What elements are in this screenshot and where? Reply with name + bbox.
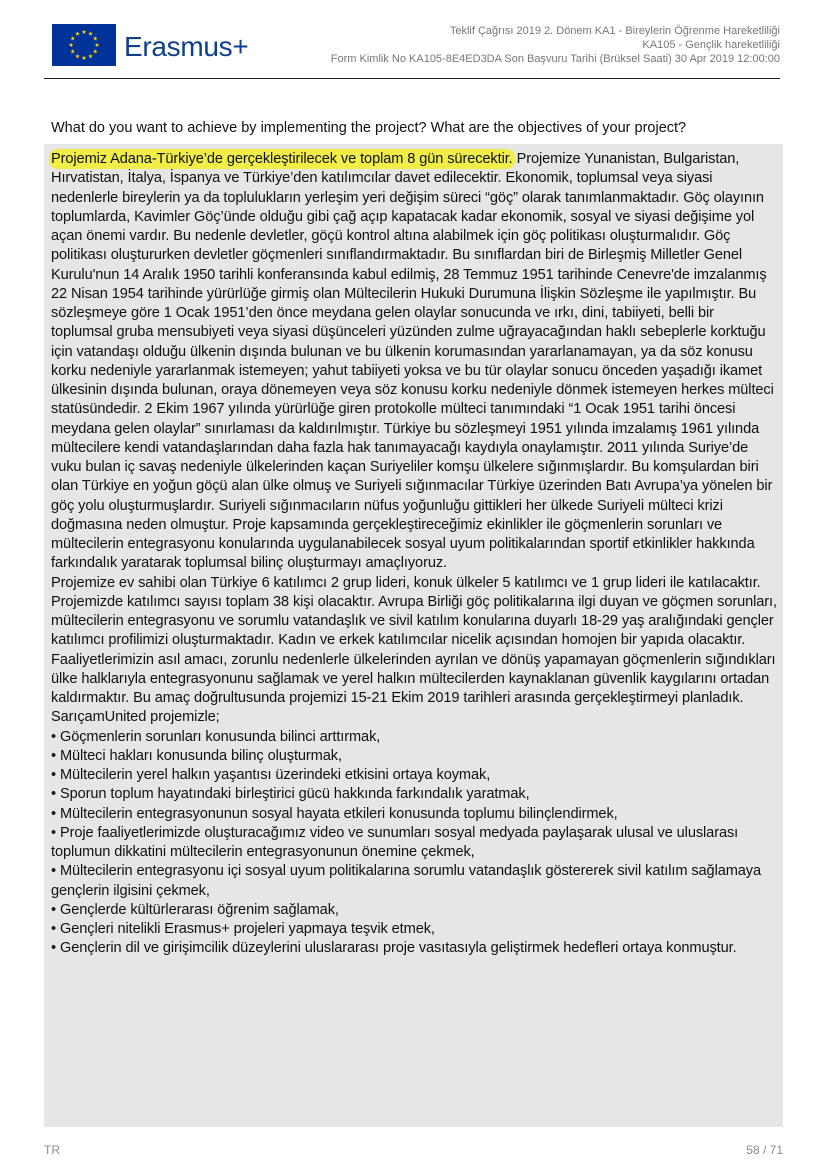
objective-item: • Mültecilerin entegrasyonu içi sosyal uyum politikalarına sorumlu vatandaşlık göstererek sivil katılım sağlamaya gençlerin ilgisini çekmek, xyxy=(51,863,762,899)
erasmus-plus-logo xyxy=(52,24,252,70)
objective-item: • Mültecilerin yerel halkın yaşantısı üzerindeki etkisini ortaya koymak, xyxy=(51,767,491,783)
objective-item: • Mülteci hakları konusunda bilinç oluşturmak, xyxy=(51,747,342,764)
objective-item: • Göçmenlerin sorunları konusunda bilinci arttırmak, xyxy=(51,728,381,745)
highlighted-sentence: Projemiz Adana-Türkiye’de gerçekleştirilecek ve toplam 8 gün sürecektir. xyxy=(51,151,513,167)
answer-text xyxy=(51,150,779,959)
eu-flag-graphic xyxy=(52,24,116,66)
key-action: KA105 - Gençlik hareketliliği xyxy=(642,39,780,51)
objective-item: • Proje faaliyetlerimizde oluşturacağımız video ve sunumları sosyal medyada paylaşarak ulusal ve uluslarası toplumun dikkatini mültecilerin entegrasyonunun önemine çekmek, xyxy=(51,824,739,860)
answer-paragraph xyxy=(51,150,779,574)
answer-paragraph: Projemize ev sahibi olan Türkiye 6 katılımcı 2 grup lideri, konuk ülkeler 5 katılımcı ve 1 grup lideri ile katılacaktır. Projemizde katılımcı sayısı toplam 38 kişi olacaktır. Avrupa Birliği göç politikalarına ilgi duyan ve göçmen sorunları, mültecilerin entegrasyonu ve sorumlu vatandaşlık ve sivil katılım konularına duyarlı 18-29 yaş aralığındaki gençler katılımcı profilimizi oluşturmaktadır. Kadın ve erkek katılımcılar nicelik açısından homojen bir yapıda olacaktır. xyxy=(51,574,777,649)
objective-item: • Gençlerde kültürlerarası öğrenim sağlamak, xyxy=(51,901,339,918)
question-heading: What do you want to achieve by implementing the project? What are the objectives of your project? xyxy=(51,120,687,136)
objective-item: • Gençlerin dil ve girişimcilik düzeylerini uluslararası proje vasıtasıyla geliştirmek hedefleri ortaya konmuştur. xyxy=(51,940,737,957)
brand-name: Erasmus+ xyxy=(124,31,249,62)
page-number: 58 / 71 xyxy=(746,1143,783,1157)
call-title: Teklif Çağrısı 2019 2. Dönem KA1 - Bireylerin Öğrenme Hareketliliği xyxy=(449,25,780,37)
objective-item: • Gençleri nitelikli Erasmus+ projeleri yapmaya teşvik etmek, xyxy=(51,921,435,937)
eu-flag-icon xyxy=(52,24,116,66)
call-details xyxy=(331,24,780,66)
objective-item: • Sporun toplum hayatındaki birleştirici gücü hakkında farkındalık yaratmak, xyxy=(51,786,530,803)
objectives-list xyxy=(51,728,779,959)
page-header xyxy=(44,18,780,79)
answer-paragraph: Faaliyetlerimizin asıl amacı, zorunlu nedenlerle ülkelerinden ayrılan ve dönüş yapamayan göçmenlerin sığındıkları ülke halklarıyla entegrasyonunu sağlamak ve yerel halkın mültecilerden kaynaklanan güvenlik kaygılarını ortadan kaldırmaktır. Bu amaç doğrultusunda projemizi 15-21 Ekim 2019 tarihleri arasında gerçekleştirmeyi planladık. xyxy=(51,651,776,706)
objectives-intro: SarıçamUnited projemizle; xyxy=(51,709,220,726)
footer-language: TR xyxy=(44,1143,60,1157)
answer-box xyxy=(44,144,783,1127)
paragraph-text: Projemize Yunanistan, Bulgaristan, Hırvatistan, İtalya, İspanya ve Türkiye’den katılımcılar davet edilecektir. Ekonomik, toplumsal veya siyasi nedenlerle bireylerin ya da toplulukların yerleşim yeri değişim süreci “göç” olarak tanımlanmaktadır. Göç olayının toplumlarda, Kavimler Göç’ünde olduğu gibi çağ açıp kapatacak kadar ekonomik, sosyal ve siyasi değişime yol açan önemi vardır. Bu nedenle devletler, göçü kontrol altına alabilmek için göç politikası oluşturmalıdır. Göç politikası oluştururken devletler göçmenleri sınıflandırmaktadır. Bu sınıflardan biri de Birleşmiş Milletler Genel Kurulu'nun 14 Aralık 1950 tarihli konferansında kabul edilmiş, 28 Temmuz 1951 tarihinde Cenevre'de imzalanmış 22 Nisan 1954 tarihinde yürürlüğe girmiş olan Mültecilerin Hukuki Durumuna İlişkin Sözleşme ile yapılmıştır. Bu sözleşmeye göre 1 Ocak 1951’den önce meydana gelen olaylar sonucunda ve ırkı, dini, tabiiyeti, belli bir toplumsal gruba mensubiyeti veya siyasi düşünceleri yüzünden zulme uğrayacağından haklı sebeplerle korktuğu için vatandaşı olduğu ülkenin dışında bulunan ve bu ülkenin korumasından yararlanamayan, ya da söz konusu korku nedeniyle yararlanmak istemeyen; yahut tabiiyeti yoksa ve bu tür olaylar sonucu önceden yaşadığı ikamet ülkesinin dışında bulunan, oraya dönemeyen veya söz konusu korku nedeniyle dönmek istemeyen herkes mülteci statüsündedir. 2 Ekim 1967 yılında yürürlüğe giren protokolle mülteci tanımındaki “1 Ocak 1951 tarihi öncesi meydana gelen olaylar” sınırlaması da kaldırılmıştır. Türkiye bu sözleşmeyi 1951 yılında imzalamış 1961 yılında mültecilere kendi vatandaşlarından daha fazla hak tanımayacağı kaydıyla onaylamıştır. 2011 yılında Suriye’de vuku bulan iç savaş nedeniyle ülkelerinden kaçan Suriyeliler komşu ülkelere sığınmışlardır. Bu komşulardan biri olan Türkiye en yoğun göçü alan ülke olmuş ve Suriyeli sığınmacılar Türkiye üzerinden Batı Avrupa’ya yönelen bir göç yolu oluşturmuşlardır. Suriyeli sığınmacıların nüfus yoğunluğu gittikleri her ülkede Suriyeli mülteci krizi doğmasına neden olmuştur. Proje kapsamında gerçekleştireceğimiz ekinlikler ile göçmenlerin sorunları ve mültecilerin entegrasyonu konularında uygulanabilecek sosyal uyum politikalarından sportif etkinlikler hakkında farkındalık yaratarak toplumsal bilinç oluşturmayı amaçlıyoruz. xyxy=(51,151,774,572)
objective-item: • Mültecilerin entegrasyonunun sosyal hayata etkileri konusunda toplumu bilinçlendirmek, xyxy=(51,805,618,822)
form-id-deadline: Form Kimlik No KA105-8E4ED3DA Son Başvuru Tarihi (Brüksel Saati) 30 Apr 2019 12:00:00 xyxy=(330,53,780,65)
